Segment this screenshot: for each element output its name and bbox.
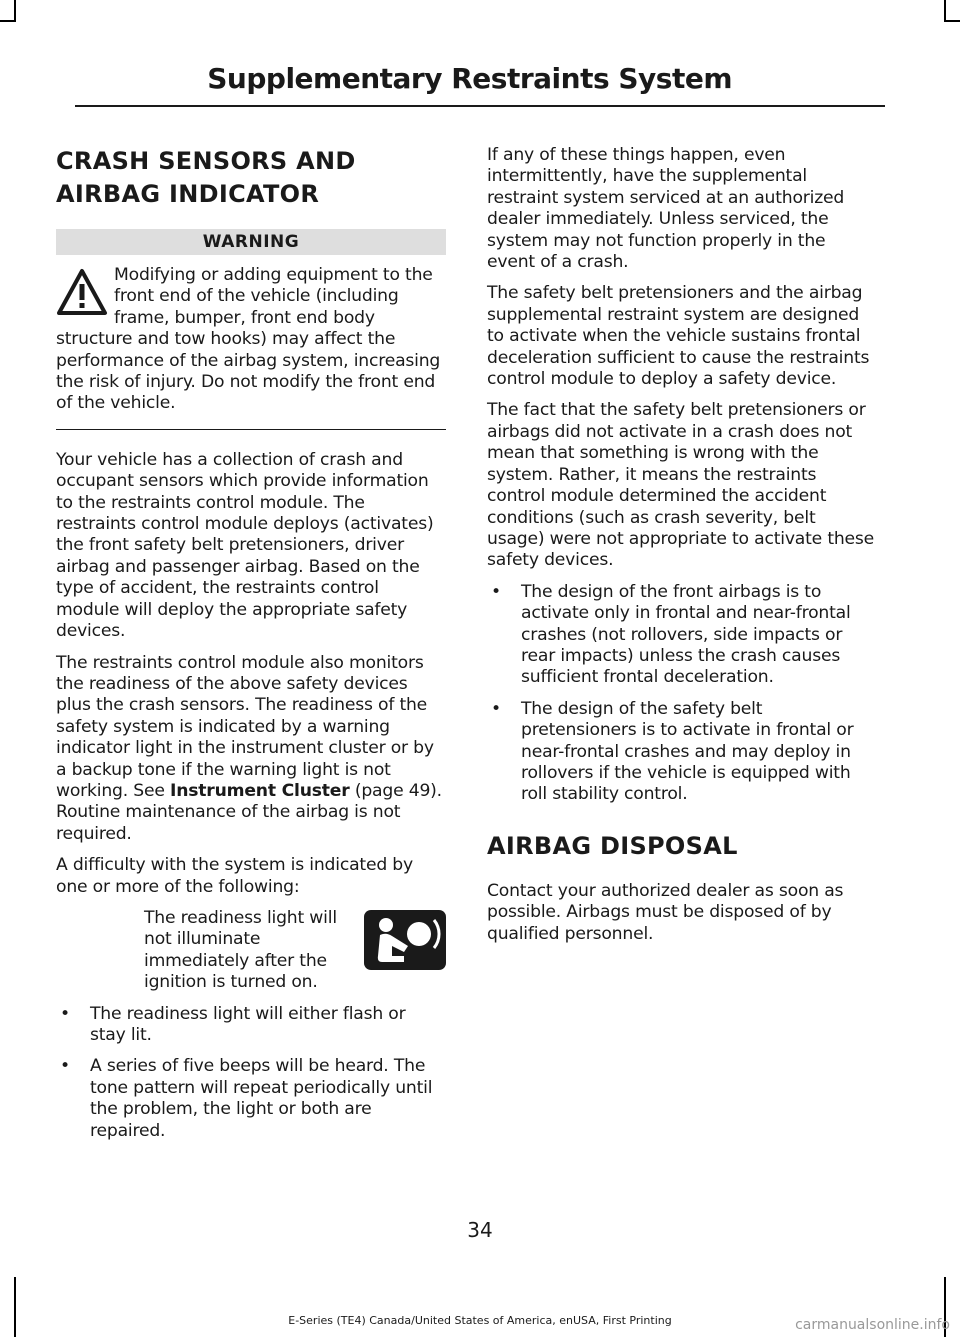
paragraph: Contact your authorized dealer as soon as possible. Airbags must be disposed of by qualified personnel.: [487, 880, 844, 944]
right-column: [487, 145, 877, 955]
left-column: [56, 145, 446, 1152]
list-item-text: A series of five beeps will be heard. The tone pattern will repeat periodically until the problem, the light or both are repaired.: [90, 1056, 433, 1141]
warning-text: Modifying or adding equipment to the front end of the vehicle (including frame, bumper, front end body structure and tow hooks) may affect the performance of the airbag system, increasing the risk of injury. Do not modify the front end of the vehicle.: [56, 265, 441, 414]
crop-mark: [14, 1277, 16, 1337]
page-header-title: Supplementary Restraints System: [207, 62, 732, 95]
indicator-text: The readiness light will not illuminate immediately after the ignition is turned on.: [144, 907, 337, 993]
warning-triangle-icon: [56, 267, 108, 317]
list-item: [56, 1056, 446, 1142]
bullet-icon: •: [491, 581, 501, 602]
list-item-text: The design of the safety belt pretensioners is to activate in frontal or near-frontal crashes and may deploy in rollovers if the vehicle is equipped with roll stability control.: [521, 698, 854, 805]
symptom-list: [56, 1004, 446, 1142]
section-heading-crash-sensors: CRASH SENSORS AND AIRBAG INDICATOR: [56, 147, 356, 208]
footer-text: E-Series (TE4) Canada/United States of America, enUSA, First Printing: [288, 1314, 672, 1327]
section-heading-airbag-disposal: AIRBAG DISPOSAL: [487, 831, 738, 860]
list-item-text: The readiness light will either flash or stay lit.: [90, 1003, 406, 1045]
list-item: [487, 582, 877, 689]
paragraph: A difficulty with the system is indicated by one or more of the following:: [56, 855, 413, 897]
paragraph: [56, 653, 446, 846]
crop-mark: [14, 0, 16, 22]
list-item: [487, 699, 877, 806]
watermark: carmanualsonline.info: [795, 1317, 950, 1333]
page-number: 34: [467, 1218, 493, 1242]
instrument-cluster-link[interactable]: Instrument Cluster: [170, 780, 350, 801]
text-span: The restraints control module also monitors the readiness of the above safety devices plus the crash sensors. The readiness of the safety system is indicated by a warning indicator light in the instrument cluster or by a backup tone if the warning light is not working. See: [56, 652, 434, 801]
paragraph: Your vehicle has a collection of crash and occupant sensors which provide information to the restraints control module. The restraints control module deploys (activates) the front safety belt pretensioners, driver airbag and passenger airbag. Based on the type of accident, the restraints control module will deploy the appropriate safety devices.: [56, 449, 434, 642]
indicator-row: [56, 908, 446, 994]
header-divider: [75, 105, 885, 107]
warning-divider: [56, 429, 446, 430]
crop-mark: [944, 0, 946, 22]
airbag-indicator-icon: [364, 910, 446, 970]
bullet-icon: •: [60, 1003, 70, 1024]
crop-mark: [0, 20, 16, 22]
warning-box: [56, 265, 446, 415]
paragraph: The safety belt pretensioners and the airbag supplemental restraint system are designed to activate when the vehicle sustains frontal deceleration sufficient to cause the restraints control module to deploy a safety device.: [487, 283, 870, 390]
bullet-icon: •: [60, 1056, 70, 1077]
paragraph: If any of these things happen, even intermittently, have the supplemental restraint system serviced at an authorized dealer immediately. Unless serviced, the system may not function properly in the event of a crash.: [487, 145, 845, 273]
warning-label: WARNING: [56, 229, 446, 255]
bullet-icon: •: [491, 698, 501, 719]
list-item-text: The design of the front airbags is to activate only in frontal and near-frontal crashes (not rollovers, side impacts or rear impacts) unless the crash causes sufficient frontal deceleration.: [521, 581, 851, 688]
text-span: (page 49). Routine maintenance of the airbag is not required.: [56, 780, 442, 844]
design-list: [487, 582, 877, 806]
paragraph: The fact that the safety belt pretensioners or airbags did not activate in a crash does not mean that something is wrong with the system. Rather, it means the restraints control module determined the accident conditions (such as crash severity, belt usage) were not appropriate to activate these safety devices.: [487, 400, 875, 571]
crop-mark: [944, 20, 960, 22]
list-item: [56, 1004, 446, 1047]
